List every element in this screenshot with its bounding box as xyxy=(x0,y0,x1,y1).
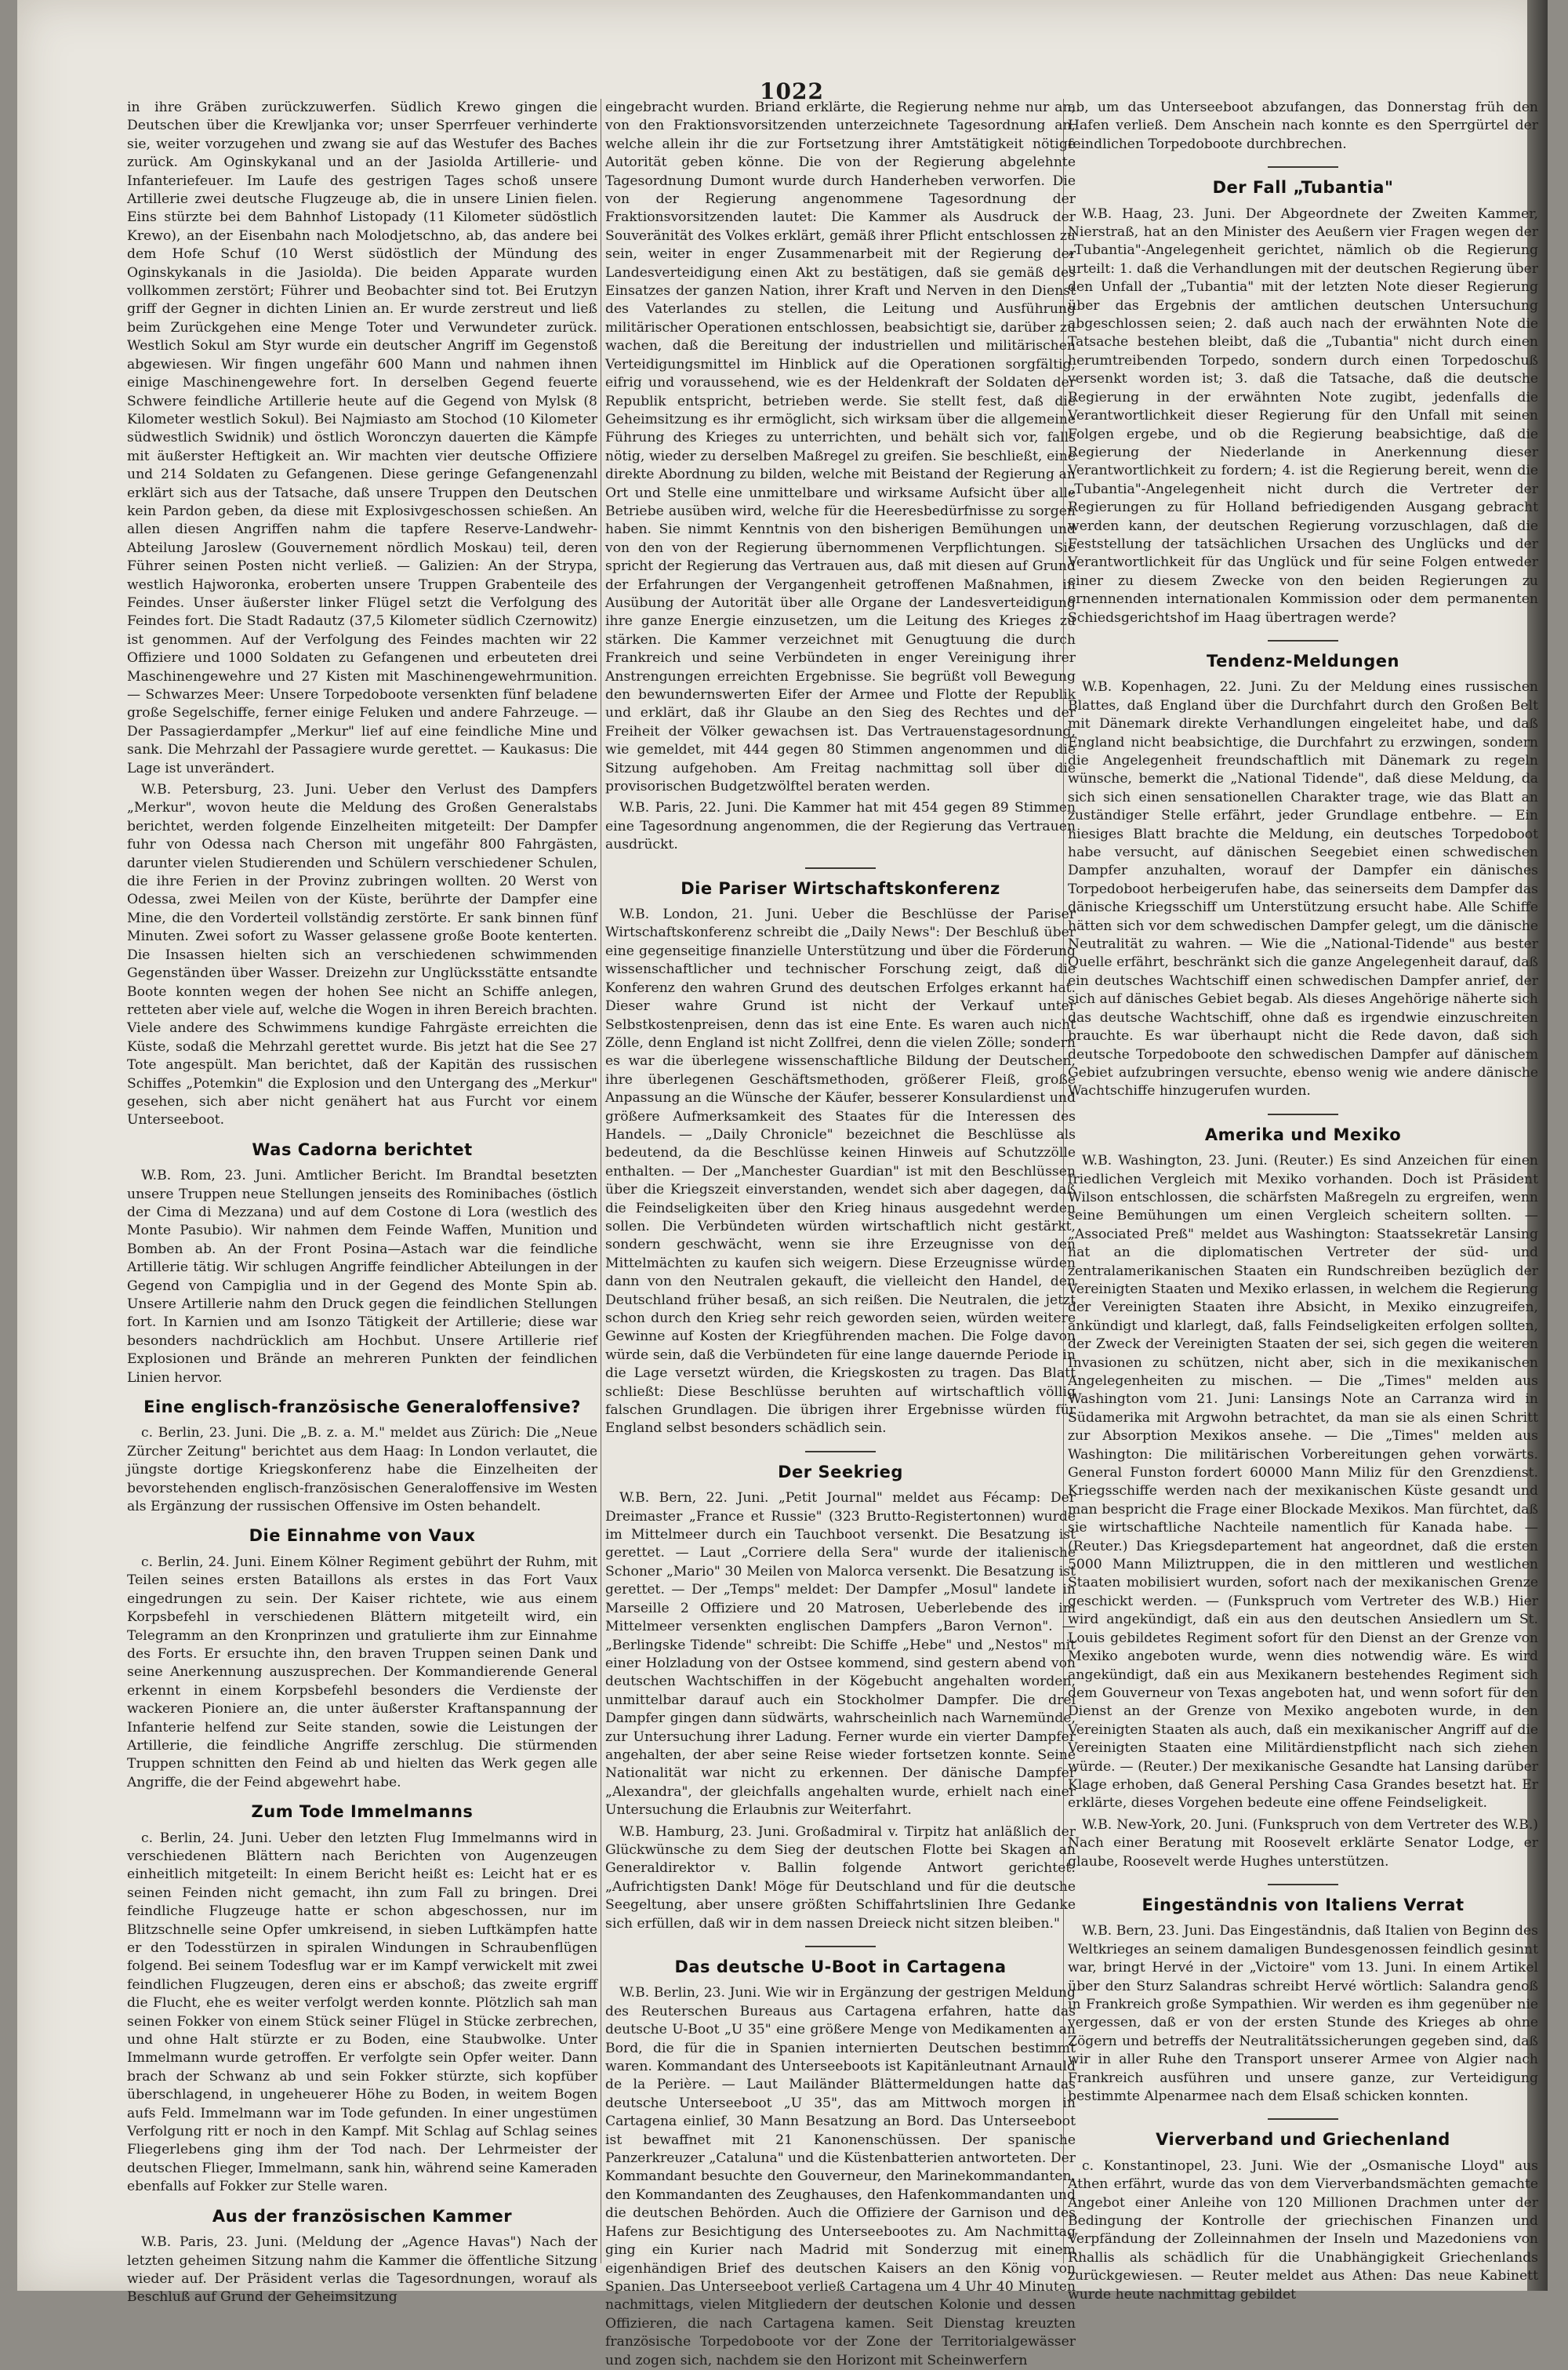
article-paragraph: W.B. Hamburg, 23. Juni. Großadmiral v. Tirpitz hat anläßlich der Glückwünsche zu dem Sieg der deutschen Flotte bei Skagen an Generaldirektor v. Ballin folgende Antwort gerichtet: „Aufrichtigsten Dank! Möge für Deutschland und für die deutsche Seegeltung, aber unsere größten Schiffahrtslinien Ihre Gedanke sich erfüllen, daß wir in dem nassen Dreieck nicht sitzen bleiben." xyxy=(605,1823,1076,1932)
article-paragraph: W.B. Paris, 22. Juni. Die Kammer hat mit 454 gegen 89 Stimmen eine Tagesordnung angenommen, die der Regierung das Vertrauen ausdrückt. xyxy=(605,800,1076,853)
article-paragraph: ab, um das Unterseeboot abzufangen, das Donnerstag früh den Hafen verließ. Dem Anschein nach konnte es den Sperrgürtel der feindlichen Torpedoboote durchbrechen. xyxy=(1068,100,1538,152)
section-separator xyxy=(805,1451,876,1452)
article-headline: Die Einnahme von Vaux xyxy=(249,1526,476,1546)
article-headline: Zum Tode Immelmanns xyxy=(251,1802,474,1822)
article-paragraph: c. Konstantinopel, 23. Juni. Wie der „Osmanische Lloyd" aus Athen erfährt, wurde das von dem Vierverbandsmächten gemachte Angebot einer Anleihe von 120 Millionen Drachmen unter der Bedingung der Kontrolle der griechischen Finanzen und Verpfändung der Zolleinnahmen der Inseln und Mazedoniens von Rhallis als schädlich für die Unabhängigkeit Griechenlands zurückgewiesen. — Reuter meldet aus Athen: Das neue Kabinett wurde heute nachmittag gebildet xyxy=(1068,2157,1538,2303)
article-paragraph: W.B. Paris, 23. Juni. (Meldung der „Agence Havas") Nach der letzten geheimen Sitzung nahm die Kammer die öffentliche Sitzung wieder auf. Der Präsident verlas die Tagesordnungen, worauf als Beschluß auf Grund der Geheimsitzung xyxy=(127,2234,597,2306)
column-1 xyxy=(127,99,597,2306)
section-separator xyxy=(1268,640,1338,642)
article-paragraph: in ihre Gräben zurückzuwerfen. Südlich Krewo gingen die Deutschen über die Krewljanka vor; unser Sperrfeuer verhinderte sie, weiter vorzugehen und zwang sie auf das Westufer des Baches zurück. Am Oginskykanal und an der Jasiolda Artillerie- und Infanteriefeuer. Im Laufe des gestrigen Tages schoß unsere Artillerie zwei deutsche Flugzeuge ab, die in unsere Linien fielen. Eins stürzte bei dem Bahnhof Listopady (11 Kilometer südöstlich Krewo), an der Eisenbahn nach Molodjetschno, ab, das andere bei dem Hofe Schuf (10 Werst südöstlich der Mündung des Oginskykanals in die Jasiolda). Die beiden Apparate wurden vollkommen zerstört; Führer und Beobachter sind tot. Bei Erutzyn griff der Gegner in dichten Linien an. Er wurde zerstreut und ließ beim Zurückgehen eine Menge Toter und Verwundeter zurück. Westlich Sokul am Styr wurde ein deutscher Angriff im Gegenstoß abgewiesen. Wir fingen ungefähr 600 Mann und nahmen ihnen einige Maschinengewehre fort. In derselben Gegend feuerte Schwere feindliche Artillerie heute auf die Gegend von Mylsk (8 Kilometer westlich Sokul). Bei Najmiasto am Stochod (10 Kilometer südwestlich Swidnik) und östlich Woronczyn dauerten die Kämpfe mit äußerster Heftigkeit an. Wir machten vier deutsche Offiziere und 214 Soldaten zu Gefangenen. Diese geringe Gefangenenzahl erklärt sich aus der Tatsache, daß unsere Truppen den Deutschen kein Pardon geben, da diese mit Explosivgeschossen schießen. An allen diesen Angriffen nahm die tapfere Reserve-Landwehr-Abteilung Jaroslew (Gouvernement nördlich Moskau) teil, deren Führer seinen Posten nicht verließ. — Galizien: An der Strypa, westlich Hajworonka, eroberten unsere Truppen Grabenteile des Feindes. Unser äußerster linker Flügel setzt die Verfolgung des Feindes fort. Die Stadt Radautz (37,5 Kilometer südlich Czernowitz) ist genommen. Auf der Verfolgung des Feindes machten wir 22 Offiziere und 1000 Soldaten zu Gefangenen und erbeuteten drei Maschinengewehre und 27 Kisten mit Maschinengewehrmunition. — Schwarzes Meer: Unsere Torpedoboote versenkten fünf beladene große Segelschiffe, ferner einige Feluken und andere Fahrzeuge. — Der Passagierdampfer „Merkur" lief auf eine feindliche Mine und sank. Die Mehrzahl der Passagiere wurde gerettet. — Kaukasus: Die Lage ist unverändert. xyxy=(127,100,597,776)
article-paragraph: W.B. Berlin, 23. Juni. Wie wir in Ergänzung der gestrigen Meldung des Reuterschen Bureaus aus Cartagena erfahren, hatte das deutsche U-Boot „U 35" eine größere Menge von Medikamenten an Bord, die für die in Spanien internierten Deutschen bestimmt waren. Kommandant des Unterseeboots ist Kapitänleutnant Arnauld de la Perière. — Laut Mailänder Blättermeldungen hatte das deutsche Unterseeboot „U 35", das am Mittwoch morgen in Cartagena einlief, 30 Mann Besatzung an Bord. Das Unterseeboot ist bewaffnet mit 21 Kanonenschüssen. Der spanische Panzerkreuzer „Cataluna" und die Küstenbatterien antworteten. Der Kommandant besuchte den Gouverneur, den Marinekommandanten, den Kommandanten des Zeughauses, den Hafenkommandanten und die deutschen Behörden. Auch die Offiziere der Garnison und des Hafens zur Besichtigung des Unterseebootes zu. Am Nachmittag ging ein Kurier nach Madrid mit Sonderzug mit einem eigenhändigen Brief des deutschen Kaisers an den König von Spanien. Das Unterseeboot verließ Cartagena um 4 Uhr 40 Minuten nachmittags, vielen Mitgliedern der deutschen Kolonie und dessen Offizieren, die nach Cartagena kamen. Seit Dienstag kreuzten französische Torpedoboote vor der Zone der Territorialgewässer und zogen sich, nachdem sie den Horizont mit Scheinwerfern xyxy=(605,1985,1076,2368)
article-headline: Tendenz-Meldungen xyxy=(1207,651,1399,671)
section-separator xyxy=(805,867,876,869)
article-paragraph: c. Berlin, 23. Juni. Die „B. z. a. M." meldet aus Zürich: Die „Neue Zürcher Zeitung" berichtet aus dem Haag: In London verlautet, die jüngste dortige Kriegskonferenz habe die Einzelheiten der bevorstehenden englisch-französischen Generaloffensive im Westen als Ergänzung der russischen Offensive im Osten behandelt. xyxy=(127,1425,597,1515)
article-paragraph: eingebracht wurden. Briand erklärte, die Regierung nehme nur an, von den Fraktionsvorsitzenden unterzeichnete Tagesordnung an, welche allein ihr die zur Fortsetzung ihrer Amtstätigkeit nötige Autorität geben könne. Die von der Regierung abgelehnte Tagesordnung Dumont wurde durch Handerheben verworfen. Die von der Regierung angenommene Tagesordnung der Fraktionsvorsitzenden lautet: Die Kammer als Ausdruck der Souveränität des Volkes erklärt, gemäß ihrer Pflicht entschlossen zu sein, weiter in enger Zusammenarbeit mit der Regierung der Landesverteidigung einen Akt zu bestätigen, daß sie gemäß des Einsatzes der ganzen Nation, ihrer Kraft und Nerven in den Dienst des Vaterlandes zu stellen, die Leitung und Ausführung militärischer Operationen entschlossen, beabsichtigt sie, darüber zu wachen, daß die Bereitung der industriellen und militärischen Verteidigungsmittel im Hinblick auf die Operationen sorgfältig, eifrig und voraussehend, wie es der Heldenkraft der Soldaten der Republik entspricht, betrieben werde. Sie stellt fest, daß die Geheimsitzung es ihr ermöglicht, sich wirksam über die allgemeine Führung des Krieges zu unterrichten, und behält sich vor, falls nötig, wieder zu derselben Maßregel zu greifen. Sie beschließt, eine direkte Abordnung zu bilden, welche mit Beistand der Regierung an Ort und Stelle eine unmittelbare und wirksame Aufsicht über alle Betriebe ausüben wird, welche für die Heeresbedürfnisse zu sorgen haben. Sie nimmt Kenntnis von den bisherigen Bemühungen und von den von der Regierung übernommenen Verpflichtungen. Sie spricht der Regierung das Vertrauen aus, daß mit diesen auf Grund der Erfahrungen der Vergangenheit getroffenen Maßnahmen, in Ausübung der Autorität über alle Organe der Landesverteidigung ihre ganze Energie einzusetzen, um die Leitung des Krieges zu stärken. Die Kammer verzeichnet mit Genugtuung die durch Frankreich und seine Verbündeten in enger Vereinigung ihrer Anstrengungen erreichten Ergebnisse. Sie begrüßt voll Bewegung den bewundernswerten Eifer der Armee und Flotte der Republik und erklärt, daß ihr Glaube an den Sieg des Rechtes und der Freiheit der Völker gewachsen ist. Das Vertrauenstagesordnung, wie gemeldet, mit 444 gegen 80 Stimmen angenommen und die Sitzung aufgehoben. Am Freitag nachmittag soll über die provisorischen Budgetzwölftel beraten werden. xyxy=(605,100,1076,795)
article-headline: Was Cadorna berichtet xyxy=(252,1140,473,1159)
article-headline: Das deutsche U-Boot in Cartagena xyxy=(674,1957,1007,1976)
column-3 xyxy=(1068,99,1538,2303)
article-paragraph: W.B. Haag, 23. Juni. Der Abgeordnete der Zweiten Kammer, Nierstraß, hat an den Minister des Aeußern vier Fragen wegen der „Tubantia"-Angelegenheit gerichtet, nämlich ob die Regierung urteilt: 1. daß die Verhandlungen mit der deutschen Regierung über den Unfall der „Tubantia" mit der letzten Note dieser Regierung über das Ergebnis der amtlichen deutschen Untersuchung abgeschlossen seien; 2. daß auch nach der erwähnten Note die Tatsache bestehen bleibt, daß die „Tubantia" nicht durch einen herumtreibenden Torpedo, sondern durch einen Torpedoschuß versenkt worden ist; 3. daß die Tatsache, daß die deutsche Regierung in der erwähnten Note zugibt, jedenfalls die Verantwortlichkeit dieser Regierung für den Unfall mit seinen Folgen ergebe, und ob die Regierung beabsichtige, daß die Regierung der Niederlande in Anerkennung dieser Verantwortlichkeit zu fordern; 4. ist die Regierung bereit, wenn die „Tubantia"-Angelegenheit nicht durch die Vertreter der Regierungen zu für Holland befriedigenden Ausgang gebracht werden kann, der deutschen Regierung vorzuschlagen, daß die Feststellung der tatsächlichen Ursachen des Unglücks und der Verantwortlichkeit für das Unglück und für seine Folgen entweder einer zu diesem Zwecke von den beiden Regierungen zu ernennenden internationalen Kommission oder dem permanenten Schiedsgerichtshof im Haag übertragen werde? xyxy=(1068,205,1538,626)
article-paragraph: W.B. New-York, 20. Juni. (Funkspruch von dem Vertreter des W.B.) Nach einer Beratung mit Roosevelt erklärte Senator Lodge, er glaube, Roosevelt werde Hughes unterstützen. xyxy=(1068,1816,1538,1870)
article-paragraph: W.B. Rom, 23. Juni. Amtlicher Bericht. Im Brandtal besetzten unsere Truppen neue Stellungen jenseits des Rominibaches (östlich der Cima di Mezzana) und auf dem Costone di Lora (westlich des Monte Pasubio). Wir nahmen dem Feinde Waffen, Munition und Bomben ab. An der Front Posina—Astach war die feindliche Artillerie tätig. Wir schlugen Angriffe feindlicher Abteilungen in der Gegend von Campiglia und in der Gegend des Monte Spin ab. Unsere Artillerie nahm den Druck gegen die feindlichen Stellungen fort. In Karnien und am Isonzo Tätigkeit der Artillerie; diese war besonders nachdrücklich am Hochbut. Unsere Artillerie rief Explosionen und Brände an mehreren Punkten der feindlichen Linien hervor. xyxy=(127,1168,597,1386)
article-headline: Die Pariser Wirtschaftskonferenz xyxy=(681,878,1000,898)
section-separator xyxy=(805,1946,876,1947)
section-separator xyxy=(1268,166,1338,168)
article-headline: Amerika und Mexiko xyxy=(1204,1125,1402,1144)
article-headline: Der Seekrieg xyxy=(778,1462,903,1481)
article-paragraph: W.B. London, 21. Juni. Ueber die Beschlüsse der Pariser Wirtschaftskonferenz schreibt die „Daily News": Der Beschluß über eine gegenseitige finanzielle Unterstützung und über die Förderung wissenschaftlicher und technischer Forschung zeigt, daß die Konferenz den wahren Grund des deutschen Erfolges erkannt hat. Dieser wahre Grund ist nicht der Verkauf unter Selbstkostenpreisen, denn das ist eine Ente. Es waren auch nicht Zölle, denn England ist nicht Zollfrei, denn die vielen Zölle; sondern es war die überlegene wissenschaftliche Bildung der Deutschen, ihre überlegenen Geschäftsmethoden, größerer Fleiß, große Anpassung an die Wünsche der Käufer, besserer Konsulardienst und größere Aufmerksamkeit des Staates für die Interessen des Handels. — „Daily Chronicle" bezeichnet die Beschlüsse als bedeutend, da die Beschlüsse keinen Hinweis auf Schutzzölle enthalten. — Der „Manchester Guardian" ist mit den Beschlüssen über die Kriegszeit einverstanden, wendet sich aber dagegen, daß die Feindseligkeiten über den Krieg hinaus ausgedehnt werden sollen. Die Verbündeten würden wirtschaftlich nicht gestärkt, sondern geschwächt, wenn sie ihre Erzeugnisse von den Mittelmächten zu kaufen sich weigern. Diese Erzeugnisse würden dann von den Neutralen gekauft, die vielleicht den Handel, den Deutschland früher besaß, an sich reißen. Die Neutralen, die jetzt schon durch den Krieg sehr reich geworden seien, würden weitere Gewinne auf Kosten der Kriegführenden machen. Die Folge davon würde sein, daß die Verbündeten für eine lange dauernde Periode in die Lage versetzt würden, die Kriegskosten zu tragen. Das Blatt schließt: Diese Beschlüsse beruhten auf wirtschaftlich völlig falschen Grundlagen. Die übrigen ihrer Ergebnisse würden für England selbst besonders schädlich sein. xyxy=(605,907,1076,1437)
article-paragraph: c. Berlin, 24. Juni. Einem Kölner Regiment gebührt der Ruhm, mit Teilen seines ersten Bataillons als erstes in das Fort Vaux eingedrungen zu sein. Der Kaiser richtete, wie aus einem Korpsbefehl in verschiedenen Blättern mitgeteilt wird, ein Telegramm an den Kronprinzen und gratulierte ihm zur Einnahme des Forts. Er ersuchte ihn, den braven Truppen seinen Dank und seine Anerkennung auszusprechen. Der Kommandierende General erkennt in einem Korpsbefehl besonders die Verdienste der wackeren Pioniere an, die unter äußerster Kraftanspannung der Infanterie helfend zur Seite standen, sowie die Leistungen der Artillerie, die feindliche Angriffe zerschlug. Die stürmenden Truppen schnitten den Feind ab und hielten das Werk gegen alle Angriffe, die der Feind abgewehrt habe. xyxy=(127,1554,597,1790)
column-2 xyxy=(605,99,1076,2368)
article-headline: Vierverband und Griechenland xyxy=(1156,2130,1450,2150)
article-paragraph: W.B. Bern, 23. Juni. Das Eingeständnis, daß Italien von Beginn des Weltkrieges an seinem damaligen Bundesgenossen feindlich gesinnt war, bringt Hervé in der „Victoire" vom 13. Juni. In einem Artikel über den Sturz Salandras schreibt Hervé wörtlich: Salandra genoß in Frankreich große Sympathien. Wir werden es ihm gegenüber nie vergessen, daß er von der ersten Stunde des Krieges ab ohne Zögern und betreffs der Neutralitätssicherungen gegeben sind, daß wir in aller Ruhe den Transport unserer Armee von Algier nach Frankreich ausführen und unsere ganze, zur Verteidigung bestimmte Alpenarmee nach dem Elsaß schicken konnten. xyxy=(1068,1923,1538,2105)
article-headline: Eingeständnis von Italiens Verrat xyxy=(1142,1895,1465,1914)
article-headline: Der Fall „Tubantia" xyxy=(1212,178,1394,198)
article-paragraph: W.B. Kopenhagen, 22. Juni. Zu der Meldung eines russischen Blattes, daß England über die Durchfahrt durch den Großen Belt mit Dänemark direkte Verhandlungen eingeleitet habe, und daß England nicht beabsichtige, die Durchfahrt zu erzwingen, sondern die Angelegenheit freundschaftlich mit Dänemark zu regeln wünsche, bemerkt die „National Tidende", daß diese Meldung, da sich sich einen sensationellen Charakter trage, wie das Blatt an zuständiger Stelle erfährt, jeder Grundlage entbehre. — Ein hiesiges Blatt brachte die Meldung, ein deutsches Torpedoboot habe versucht, auf dänischen Seegebiet einen schwedischen Dampfer anzuhalten, worauf der Dampfer ein dänisches Torpedoboot herbeigerufen habe, das seinerseits dem Dampfer das dänische Kriegsschiff um Unterstützung ersucht habe. Alle Schiffe hätten sich vor dem schwedischen Dampfer gelegt, um die dänische Neutralität zu wahren. — Wie die „National-Tidende" aus bester Quelle erfährt, beschränkt sich die ganze Angelegenheit darauf, daß ein deutsches Wachtschiff einen schwedischen Dampfer anrief, der sich auf dänisches Gebiet begab. Als dieses Angehörige näherte sich das deutsche Wachtschiff, ohne daß es irgendwie einzuschreiten brauchte. Es war überhaupt nicht die Rede davon, daß sich deutsche Torpedoboote den schwedischen Dampfer auf dänischem Gebiet aufzubringen versuchte, ebenso wenig wie andere dänische Wachtschiffe hinzugerufen wurden. xyxy=(1068,679,1538,1100)
article-paragraph: W.B. Petersburg, 23. Juni. Ueber den Verlust des Dampfers „Merkur", wovon heute die Meldung des Großen Generalstabs berichtet, werden folgende Einzelheiten mitgeteilt: Der Dampfer fuhr von Odessa nach Cherson mit ungefähr 800 Fahrgästen, darunter vielen Studierenden und Schülern verschiedener Schulen, die ihre Ferien in der Provinz zubringen wollten. 20 Werst von Odessa, zwei Meilen von der Küste, berührte der Dampfer eine Mine, die den Vorderteil vollständig zerstörte. Er sank binnen fünf Minuten. Zwei sofort zu Wasser gelassene große Boote kenterten. Die Insassen hielten sich an verschiedenen schwimmenden Gegenständen über Wasser. Dreizehn zur Unglücksstätte entsandte Boote konnten wegen der hohen See nicht an Schiffe anlegen, retteten aber viele auf, welche die Wogen in ihren Bereich brachten. Viele andere des Schwimmens kundige Fahrgäste erreichten die Küste, sodaß die Mehrzahl gerettet wurde. Bis jetzt hat die See 27 Tote angespült. Man berichtet, daß der Kapitän des russischen Schiffes „Potemkin" die Explosion und den Untergang des „Merkur" gesehen, sich aber nicht genähert hat aus Furcht vor einem Unterseeboot. xyxy=(127,782,597,1129)
article-paragraph: c. Berlin, 24. Juni. Ueber den letzten Flug Immelmanns wird in verschiedenen Blättern nach Berichten von Augenzeugen einheitlich mitgeteilt: In einem Bericht heißt es: Leicht hat er es seinen Feinden nicht gemacht, ihn zum Fall zu bringen. Drei feindliche Flugzeuge hatte er schon abgeschossen, nur im Blitzschnelle seine Opfer umkreisend, in sieben Luftkämpfen hatte er den Todesstürzen in spiralen Windungen in Schraubenflügen folgend. Bei seinem Todesflug war er im Kampf verwickelt mit zwei feindlichen Flugzeugen, deren eins er abschoß; das zweite ergriff die Flucht, ehe es weiter verfolgt werden konnte. Plötzlich sah man seinen Fokker von einem Stück seiner Flügel in Stücke zerbrechen, und ohne Halt stürzte er zu Boden, eine Staubwolke. Unter Immelmann wurde getroffen. Er verfolgte sein Opfer weiter. Dann brach der Schwanz ab und sein Fokker stürzte, sich kopfüber überschlagend, in ungeheuerer Höhe zu Boden, in weitem Bogen aufs Feld. Immelmann war im Tode gefunden. In einer ungestümen Verfolgung ritt er noch in den Kampf. Mit Schlag auf Schlag seines Fliegerlebens ging ihm der Tod nach. Der Lehrmeister der deutschen Flieger, Immelmann, sank hin, während seine Kameraden ebenfalls auf Fokker zur Stelle waren. xyxy=(127,1830,597,2195)
article-paragraph: W.B. Bern, 22. Juni. „Petit Journal" meldet aus Fécamp: Der Dreimaster „France et Russie" (323 Brutto-Registertonnen) wurde im Mittelmeer durch ein Tauchboot versenkt. Die Besatzung ist gerettet. — Laut „Corriere della Sera" wurde der italienische Schoner „Mario" 30 Meilen von Malorca versenkt. Die Besatzung ist gerettet. — Der „Temps" meldet: Der Dampfer „Mosul" landete in Marseille 2 Offiziere und 20 Matrosen, Ueberlebende des im Mittelmeer versenkten englischen Dampfers „Baron Vernon". — „Berlingske Tidende" schreibt: Die Schiffe „Hebe" und „Nestos" mit einer Holzladung von der Ostsee kommend, sind gestern abend von deutschen Wachtschiffen in der Kögebucht angehalten worden, unmittelbar darauf auch ein Stockholmer Dampfer. Die drei Dampfer gingen dann südwärts, wahrscheinlich nach Warnemünde, zur Untersuchung ihrer Ladung. Ferner wurde ein vierter Dampfer angehalten, der aber seine Reise wieder fortsetzen konnte. Seine Nationalität war nicht zu erkennen. Der dänische Dampfer „Alexandra", der gleichfalls angehalten wurde, erhielt nach einer Untersuchung die Erlaubnis zur Weiterfahrt. xyxy=(605,1490,1076,1819)
article-headline: Eine englisch-französische Generaloffensive? xyxy=(143,1398,581,1417)
article-paragraph: W.B. Washington, 23. Juni. (Reuter.) Es sind Anzeichen für einen friedlichen Vergleich mit Mexiko vorhanden. Doch ist Präsident Wilson entschlossen, die schärfsten Maßregeln zu ergreifen, wenn seine Bemühungen um einen Vergleich scheitern sollten. — „Associated Preß" meldet aus Washington: Staatssekretär Lansing hat an die diplomatischen Vertreter der süd- und zentralamerikanischen Staaten ein Rundschreiben bezüglich der Vereinigten Staaten und Mexiko erlassen, in welchem die Regierung der Vereinigten Staaten ihre Absicht, in Mexiko einzugreifen, ankündigt und klarlegt, daß, falls Feindseligkeiten erfolgen sollten, der Zweck der Vereinigten Staaten der sei, sich gegen die weiteren Invasionen zu schützen, nicht aber, sich in die mexikanischen Angelegenheiten zu mischen. — Die „Times" melden aus Washington vom 21. Juni: Lansings Note an Carranza wird in Südamerika mit Argwohn betrachtet, da man sie als einen Schritt zur Absorption Mexikos ansehe. — Die „Times" melden aus Washington: Die militärischen Vorbereitungen gehen vorwärts. General Funston fordert 60000 Mann Miliz für den Grenzdienst. Kriegsschiffe werden nach der mexikanischen Küste gesandt und man bespricht die Frage einer Blockade Mexikos. Man fürchtet, daß sie wirtschaftliche Nachteile namentlich für Kanada habe. — (Reuter.) Das Kriegsdepartement hat angeordnet, daß die ersten 5000 Mann Miliztruppen, die in den mittleren und westlichen Staaten mobilisiert wurden, sofort nach der mexikanischen Grenze geschickt werden. — (Funkspruch vom Vertreter des W.B.) Hier wird angekündigt, daß ein aus den deutschen Ansiedlern um St. Louis gebildetes Regiment sofort für den Dienst an der Grenze von Mexiko angeboten wurde, wenn dies notwendig wäre. Es wird angekündigt, daß ein aus Mexikanern bestehendes Regiment sich dem Gouverneur von Texas angeboten hat, und wenn sofort für den Dienst an der Grenze von Mexiko angeboten wurde, in den Vereinigten Staaten als auch, daß ein mexikanischer Angriff auf die Vereinigten Staaten eine Militärdienstpflicht nach sich ziehen würde. — (Reuter.) Der mexikanische Gesandte hat Lansing darüber Klage erhoben, daß General Pershing Casa Grandes besetzt hat. Er erklärte, dieses Vorgehen bedeute eine offene Feindseligkeit. xyxy=(1068,1153,1538,1812)
section-separator xyxy=(1268,1884,1338,1885)
page-number: 1022 xyxy=(760,78,824,104)
section-separator xyxy=(1268,1114,1338,1115)
section-separator xyxy=(1268,2118,1338,2120)
article-headline: Aus der französischen Kammer xyxy=(212,2206,513,2226)
